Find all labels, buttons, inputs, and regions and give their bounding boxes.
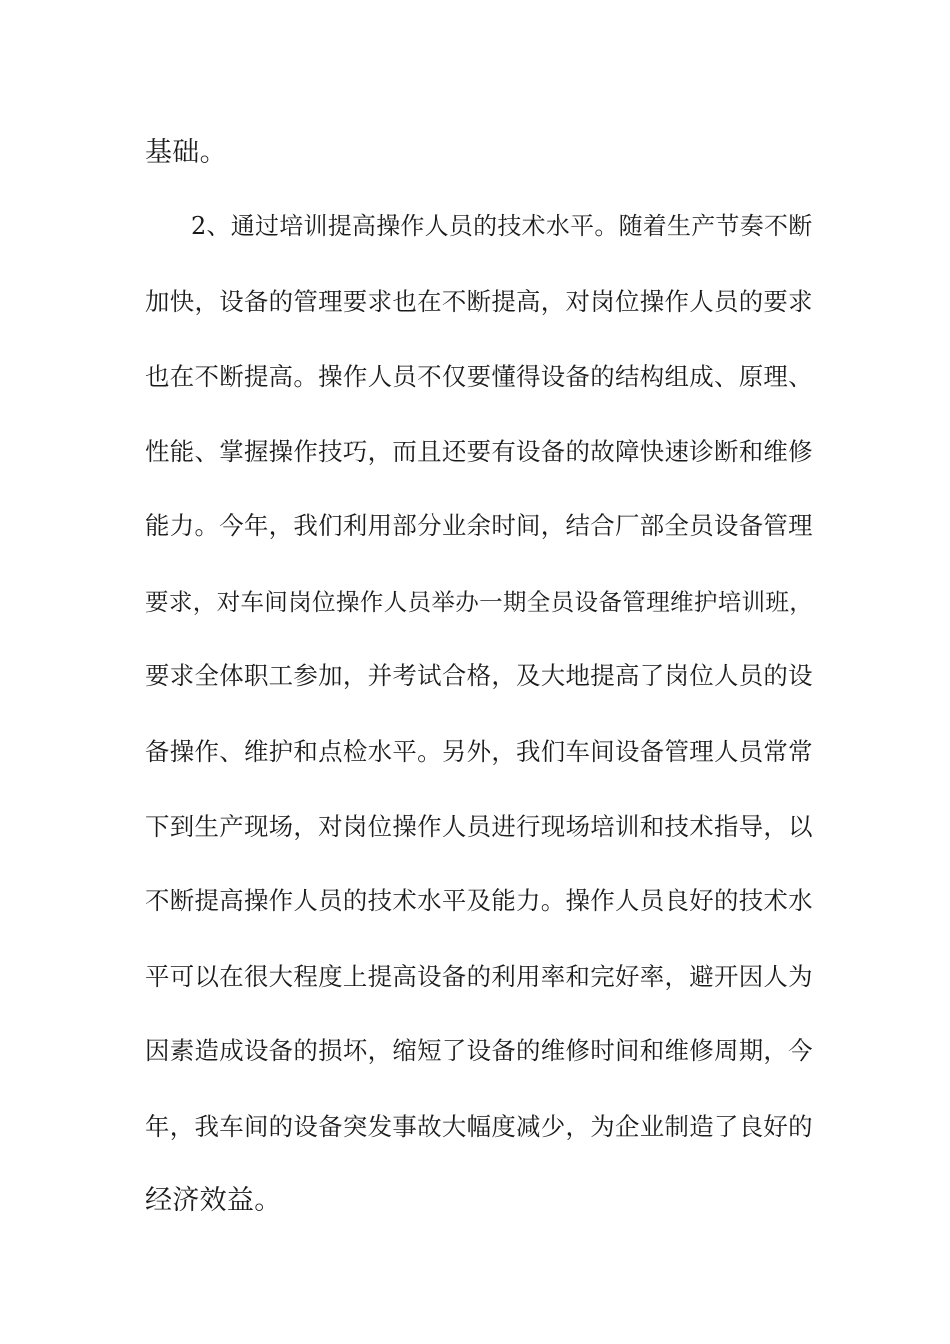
text-line: 因素造成设备的损坏，缩短了设备的维修时间和维修周期，今 [145, 1036, 813, 1065]
text-line: 要求全体职工参加，并考试合格，及大地提高了岗位人员的设 [145, 661, 813, 690]
text-line: 年，我车间的设备突发事故大幅度减少，为企业制造了良好的 [145, 1112, 813, 1141]
text-line: 加快，设备的管理要求也在不断提高，对岗位操作人员的要求 [145, 287, 813, 316]
text-line: 下到生产现场，对岗位操作人员进行现场培训和技术指导，以 [145, 812, 813, 841]
text-line: 平可以在很大程度上提高设备的利用率和完好率，避开因人为 [145, 962, 813, 991]
text-line: 也在不断提高。操作人员不仅要懂得设备的结构组成、原理、 [145, 362, 813, 391]
text-line: 基础。 [145, 137, 227, 168]
text-line: 经济效益。 [145, 1185, 282, 1216]
text-line: 要求，对车间岗位操作人员举办一期全员设备管理维护培训班， [145, 588, 814, 616]
text-line: 能力。今年，我们利用部分业余时间，结合厂部全员设备管理 [145, 511, 813, 540]
text-line: 备操作、维护和点检水平。另外，我们车间设备管理人员常常 [145, 737, 813, 766]
text-line: 性能、掌握操作技巧，而且还要有设备的故障快速诊断和维修 [145, 437, 813, 466]
text-line: 2、通过培训提高操作人员的技术水平。随着生产节奏不断 [191, 212, 813, 240]
text-line: 不断提高操作人员的技术水平及能力。操作人员良好的技术水 [145, 886, 813, 915]
